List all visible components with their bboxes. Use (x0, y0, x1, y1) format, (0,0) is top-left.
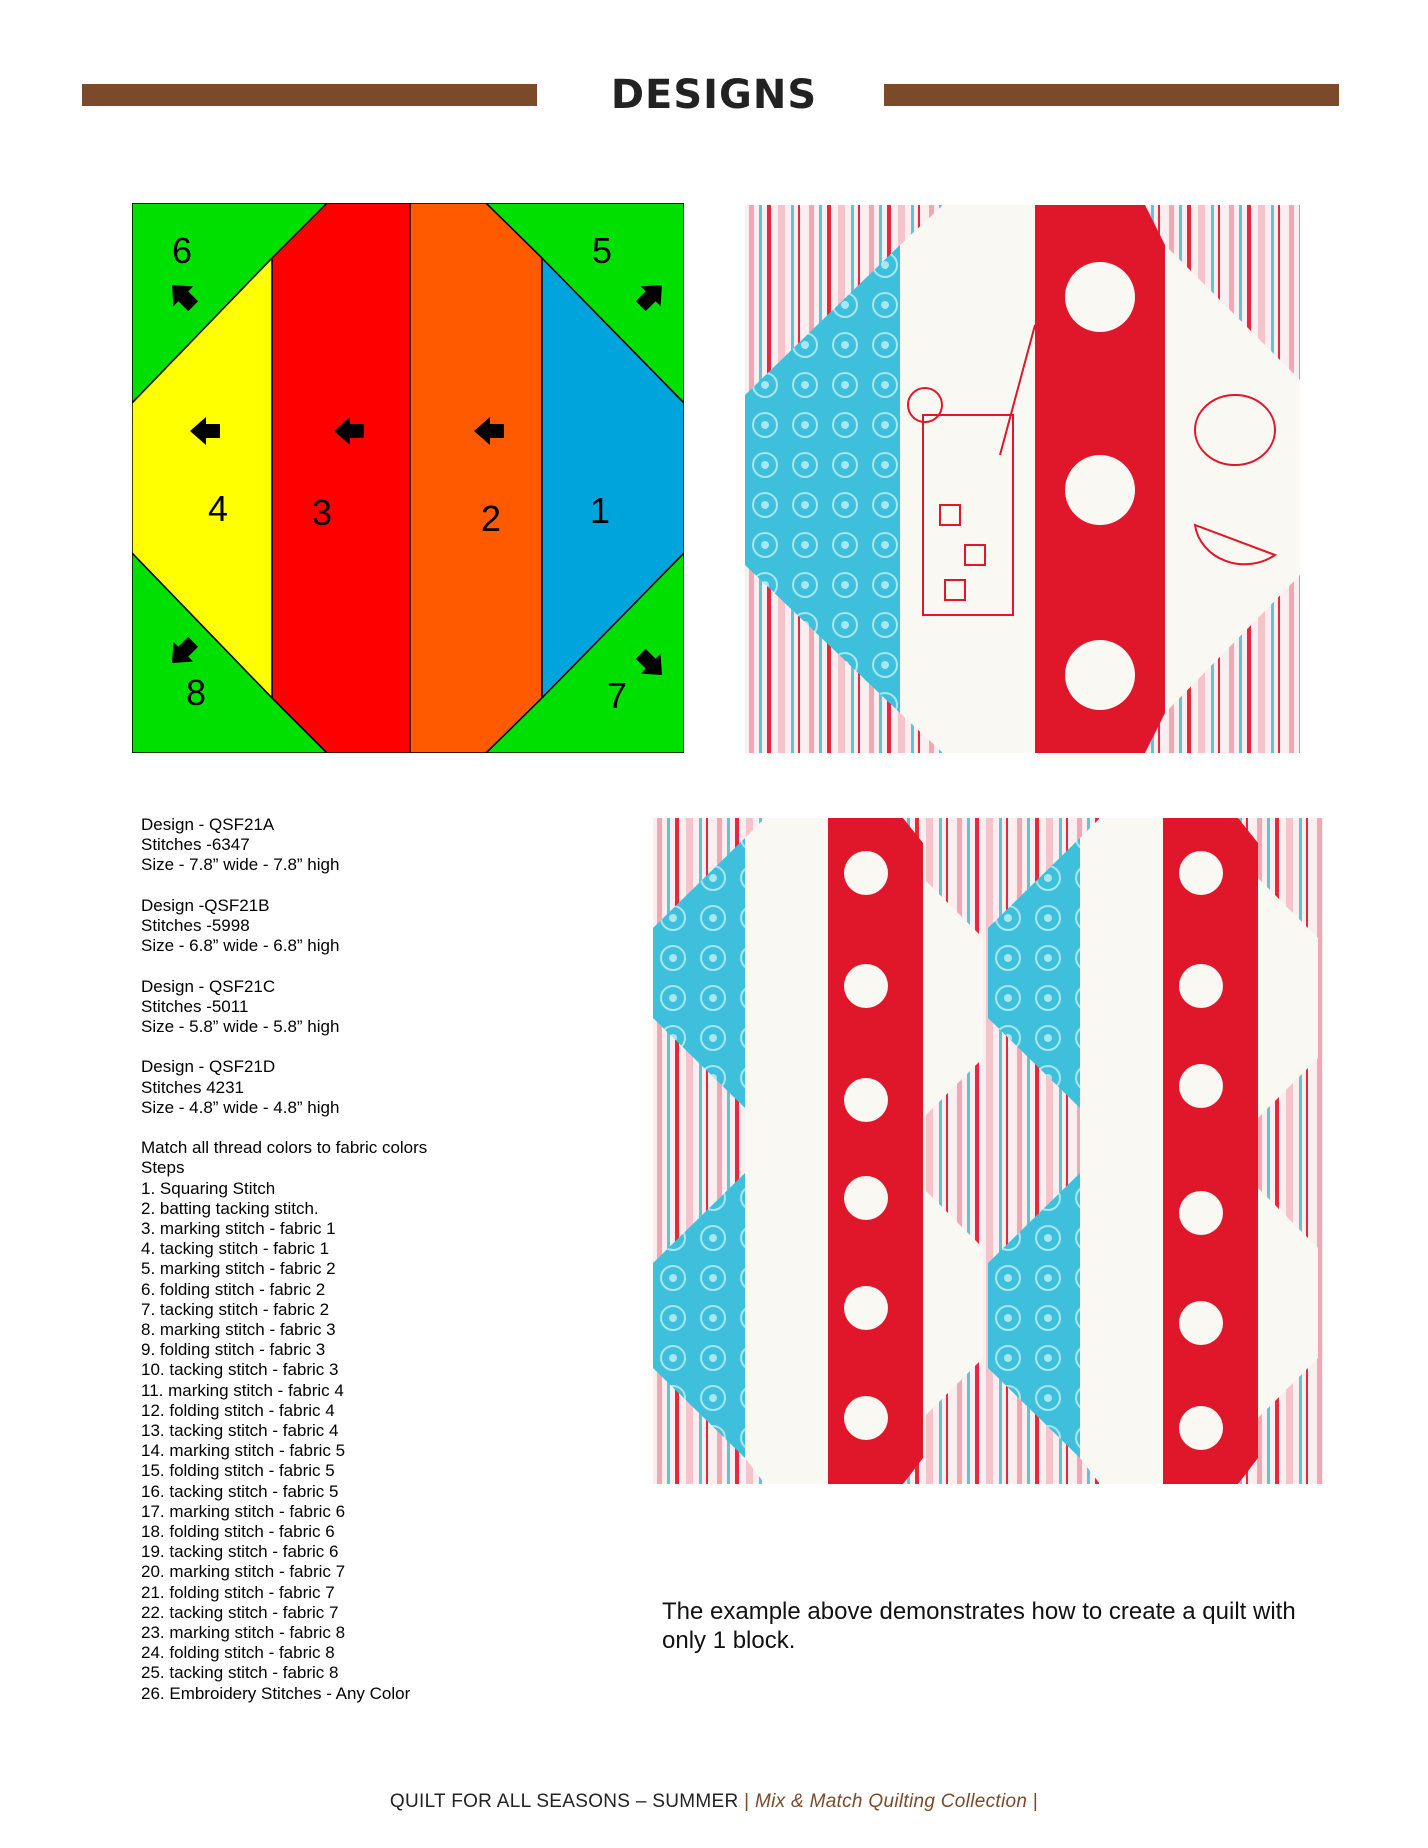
header-bar-right (884, 84, 1339, 106)
design-size: Size - 7.8” wide - 7.8” high (141, 855, 340, 875)
design-info (141, 815, 561, 1704)
design-entry (141, 896, 561, 957)
piece-label-7: 7 (607, 675, 628, 716)
footer (0, 1791, 1428, 1813)
design-name: Design - QSF21A (141, 815, 275, 834)
design-stitches: Stitches -5011 (141, 996, 249, 1016)
step-item: 13. tacking stitch - fabric 4 (141, 1421, 339, 1441)
design-size: Size - 4.8” wide - 4.8” high (141, 1097, 340, 1117)
quilt-example-photo (653, 818, 1323, 1484)
fabric-3 (272, 203, 410, 753)
design-size: Size - 6.8” wide - 6.8” high (141, 936, 340, 956)
piece-label-8: 8 (186, 672, 207, 713)
steps-list (141, 1179, 561, 1704)
piece-label-4: 4 (208, 488, 229, 529)
instructions (141, 1138, 561, 1704)
piece-label-1: 1 (590, 490, 611, 531)
footer-separator: | (744, 1791, 750, 1812)
step-item: 16. tacking stitch - fabric 5 (141, 1481, 339, 1501)
step-item: 21. folding stitch - fabric 7 (141, 1582, 335, 1602)
design-name: Design -QSF21B (141, 895, 270, 915)
step-item: 17. marking stitch - fabric 6 (141, 1501, 346, 1521)
footer-title: QUILT FOR ALL SEASONS – SUMMER (389, 1791, 739, 1812)
step-item: 24. folding stitch - fabric 8 (141, 1643, 335, 1663)
step-item: 15. folding stitch - fabric 5 (141, 1461, 335, 1481)
step-item: 1. Squaring Stitch (141, 1178, 276, 1198)
step-item: 12. folding stitch - fabric 4 (141, 1400, 335, 1420)
step-item: 25. tacking stitch - fabric 8 (141, 1663, 339, 1683)
step-item: 9. folding stitch - fabric 3 (141, 1340, 326, 1360)
design-entry (141, 1057, 561, 1118)
design-size: Size - 5.8” wide - 5.8” high (141, 1017, 340, 1036)
step-item: 6. folding stitch - fabric 2 (141, 1279, 326, 1299)
piece-label-3: 3 (312, 492, 333, 533)
thread-note: Match all thread colors to fabric colors (141, 1138, 428, 1158)
piece-label-6: 6 (172, 230, 193, 271)
fabric-2 (410, 203, 542, 753)
footer-separator: | (1032, 1791, 1039, 1812)
step-item: 7. tacking stitch - fabric 2 (141, 1299, 330, 1319)
step-item: 14. marking stitch - fabric 5 (141, 1441, 346, 1461)
design-entry (141, 977, 561, 1038)
page-title: DESIGNS (610, 72, 818, 118)
design-name: Design - QSF21C (141, 976, 276, 996)
step-item: 2. batting tacking stitch. (141, 1198, 319, 1218)
step-item: 20. marking stitch - fabric 7 (141, 1562, 346, 1582)
header-bar-left (82, 84, 537, 106)
design-entry (141, 815, 561, 876)
design-name: Design - QSF21D (141, 1057, 276, 1077)
step-item: 26. Embroidery Stitches - Any Color (141, 1683, 411, 1703)
step-item: 5. marking stitch - fabric 2 (141, 1259, 336, 1279)
piece-label-2: 2 (481, 498, 502, 539)
step-item: 22. tacking stitch - fabric 7 (141, 1602, 339, 1622)
caption: The example above demonstrates how to create a quilt with only 1 block. (662, 1598, 1296, 1654)
step-item: 23. marking stitch - fabric 8 (141, 1623, 346, 1643)
design-stitches: Stitches -5998 (141, 916, 250, 935)
footer-subtitle: Mix & Match Quilting Collection (754, 1791, 1028, 1812)
finished-block-photo (745, 205, 1300, 753)
step-item: 19. tacking stitch - fabric 6 (141, 1542, 339, 1562)
step-item: 18. folding stitch - fabric 6 (141, 1522, 335, 1542)
piece-label-5: 5 (592, 230, 613, 271)
step-item: 8. marking stitch - fabric 3 (141, 1320, 336, 1340)
steps-title: Steps (141, 1158, 185, 1178)
step-item: 10. tacking stitch - fabric 3 (141, 1360, 339, 1380)
piecing-diagram (132, 203, 684, 753)
step-item: 4. tacking stitch - fabric 1 (141, 1239, 330, 1259)
step-item: 3. marking stitch - fabric 1 (141, 1219, 336, 1238)
design-stitches: Stitches -6347 (141, 835, 250, 855)
step-item: 11. marking stitch - fabric 4 (141, 1380, 344, 1400)
design-stitches: Stitches 4231 (141, 1077, 245, 1097)
